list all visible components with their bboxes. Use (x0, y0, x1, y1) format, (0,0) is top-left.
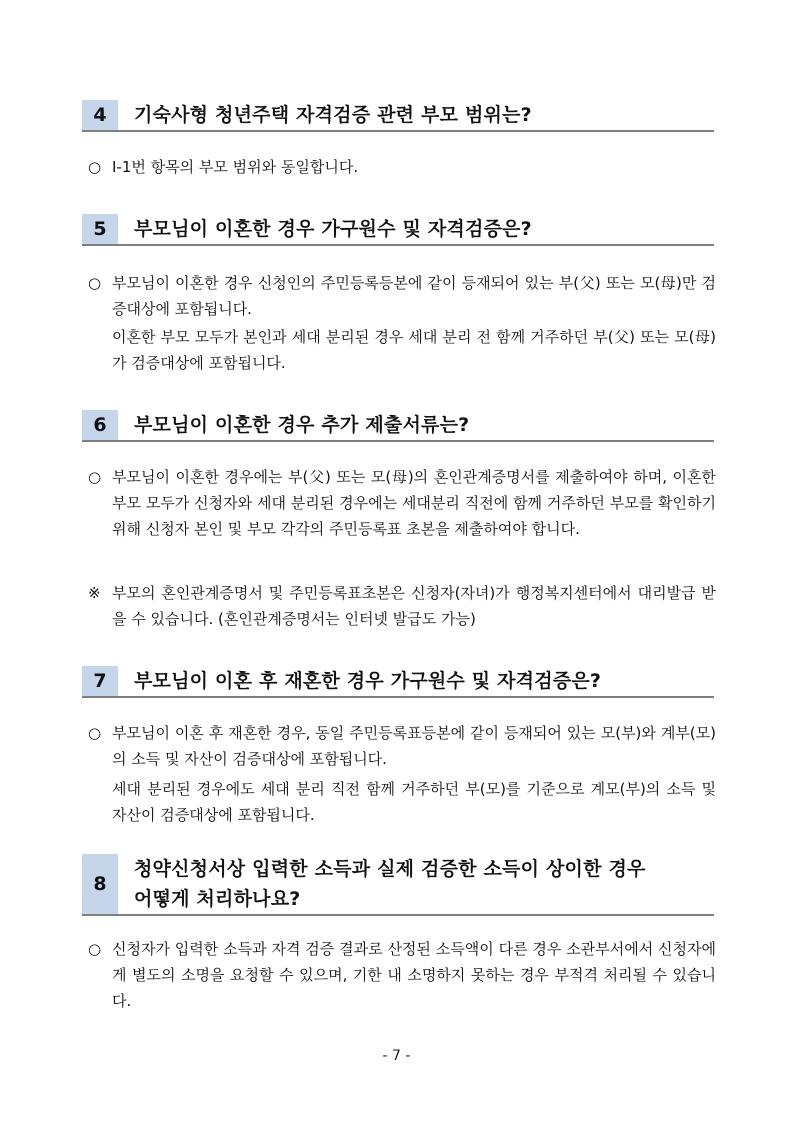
question-title: 기숙사형 청년주택 자격검증 관련 부모 범위는? (134, 104, 532, 126)
answer-paragraph (88, 270, 716, 322)
answer-paragraph (88, 936, 716, 1014)
question-header-4 (82, 100, 714, 134)
note-text: 부모의 혼인관계증명서 및 주민등록표초본은 신청자(자녀)가 행정복지센터에서 대리발급 받을 수 있습니다. (혼인관계증명서는 인터넷 발급도 가능) (112, 584, 716, 628)
header-rule (118, 244, 714, 246)
header-rule (118, 440, 714, 442)
question-number: 7 (82, 666, 118, 698)
bullet-icon: ○ (88, 724, 102, 742)
question-header-8 (82, 854, 714, 918)
question-title: 부모님이 이혼한 경우 가구원수 및 자격검증은? (134, 218, 532, 240)
header-rule (118, 130, 714, 132)
answer-text: Ⅰ-1번 항목의 부모 범위와 동일합니다. (112, 158, 359, 176)
bullet-icon: ○ (88, 158, 102, 176)
note-paragraph (88, 580, 716, 632)
answer-text: 부모님이 이혼한 경우에는 부(父) 또는 모(母)의 혼인관계증명서를 제출하여야 하며, 이혼한 부모 모두가 신청자와 세대 분리된 경우에는 세대분리 직전에 함께 거주하던 부모를 확인하기 위해 신청자 본인 및 부모 각각의 주민등록표 초본을 제출하여야 합니다. (112, 468, 716, 538)
answer-text: 부모님이 이혼 후 재혼한 경우, 동일 주민등록표등본에 같이 등재되어 있는 모(부)와 계부(모)의 소득 및 자산이 검증대상에 포함됩니다. (112, 724, 716, 768)
answer-text: 부모님이 이혼한 경우 신청인의 주민등록등본에 같이 등재되어 있는 부(父) 또는 모(母)만 검증대상에 포함됩니다. (112, 274, 716, 318)
question-header-5 (82, 214, 714, 248)
question-number: 5 (82, 214, 118, 246)
header-rule (118, 696, 714, 698)
answer-subparagraph: 이혼한 부모 모두가 본인과 세대 분리된 경우 세대 분리 전 함께 거주하던 부(父) 또는 모(母)가 검증대상에 포함됩니다. (112, 328, 716, 372)
bullet-icon: ○ (88, 940, 102, 958)
question-header-7 (82, 666, 714, 700)
question-number: 4 (82, 100, 118, 132)
bullet-icon: ○ (88, 468, 102, 486)
page-number: - 7 - (382, 1048, 411, 1064)
question-title-line: 어떻게 처리하나요? (134, 888, 301, 910)
question-title-line: 청약신청서상 입력한 소득과 실제 검증한 소득이 상이한 경우 (134, 858, 646, 880)
answer-paragraph (88, 720, 716, 772)
question-header-6 (82, 410, 714, 444)
note-mark-icon: ※ (88, 584, 101, 602)
answer-paragraph (88, 464, 716, 542)
question-number: 8 (82, 854, 118, 916)
question-title: 부모님이 이혼 후 재혼한 경우 가구원수 및 자격검증은? (134, 670, 602, 692)
bullet-icon: ○ (88, 274, 102, 292)
answer-paragraph (88, 154, 716, 180)
question-title: 부모님이 이혼한 경우 추가 제출서류는? (134, 414, 470, 436)
answer-subparagraph: 세대 분리된 경우에도 세대 분리 직전 함께 거주하던 부(모)를 기준으로 계모(부)의 소득 및 자산이 검증대상에 포함됩니다. (112, 780, 716, 824)
question-number: 6 (82, 410, 118, 442)
question-title (134, 854, 714, 914)
header-rule (118, 914, 714, 916)
answer-text: 신청자가 입력한 소득과 자격 검증 결과로 산정된 소득액이 다른 경우 소관부서에서 신청자에게 별도의 소명을 요청할 수 있으며, 기한 내 소명하지 못하는 경우 부적격 처리될 수 있습니다. (112, 940, 716, 1010)
